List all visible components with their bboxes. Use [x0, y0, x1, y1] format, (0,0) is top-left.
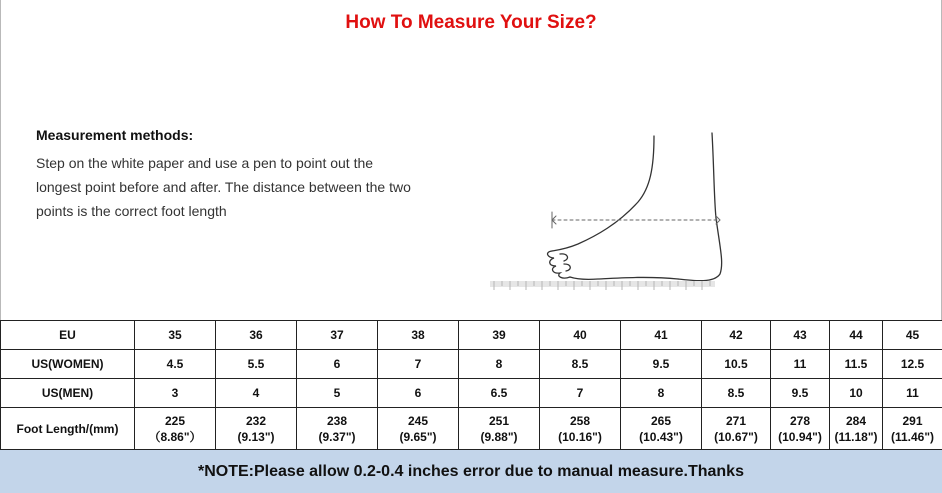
inch-value: (9.65"): [378, 429, 458, 445]
foot-cell: [135, 408, 216, 451]
size-cell: 44: [830, 321, 883, 350]
row-label: EU: [1, 321, 135, 350]
size-cell: 8: [459, 350, 540, 379]
foot-cell: [621, 408, 702, 451]
size-cell: 9.5: [771, 379, 830, 408]
inch-value: (11.46"): [883, 429, 942, 445]
size-cell: 11: [883, 379, 942, 408]
size-cell: 40: [540, 321, 621, 350]
mm-value: 265: [621, 413, 701, 429]
size-cell: 5.5: [216, 350, 297, 379]
mm-value: 238: [297, 413, 377, 429]
foot-cell: [771, 408, 830, 451]
method-heading: Measurement methods:: [36, 127, 193, 143]
mm-value: 245: [378, 413, 458, 429]
foot-cell: [883, 408, 942, 451]
inch-value: (10.94"): [771, 429, 829, 445]
size-cell: 36: [216, 321, 297, 350]
size-cell: 8.5: [540, 350, 621, 379]
size-cell: 38: [378, 321, 459, 350]
size-cell: 4.5: [135, 350, 216, 379]
size-cell: 41: [621, 321, 702, 350]
foot-cell: [702, 408, 771, 451]
size-chart-table: [0, 320, 942, 451]
row-label: US(MEN): [1, 379, 135, 408]
size-cell: 6.5: [459, 379, 540, 408]
size-cell: 10: [830, 379, 883, 408]
page-title: How To Measure Your Size?: [0, 12, 942, 34]
size-cell: 42: [702, 321, 771, 350]
size-cell: 45: [883, 321, 942, 350]
mm-value: 258: [540, 413, 620, 429]
mm-value: 291: [883, 413, 942, 429]
size-cell: 6: [297, 350, 378, 379]
inch-value: (9.13"): [216, 429, 296, 445]
inch-value: (10.43"): [621, 429, 701, 445]
inch-value: (11.18"): [830, 429, 882, 445]
size-cell: 8: [621, 379, 702, 408]
mm-value: 232: [216, 413, 296, 429]
inch-value: (10.16"): [540, 429, 620, 445]
size-cell: 43: [771, 321, 830, 350]
foot-cell: [540, 408, 621, 451]
inch-value: （8.86"）: [135, 429, 215, 445]
size-cell: 5: [297, 379, 378, 408]
left-border: [0, 0, 1, 320]
foot-cell: [216, 408, 297, 451]
table-row-foot-length: [1, 408, 942, 451]
row-label: Foot Length/(mm): [1, 408, 135, 451]
mm-value: 284: [830, 413, 882, 429]
size-cell: 6: [378, 379, 459, 408]
mm-value: 251: [459, 413, 539, 429]
inch-value: (9.37"): [297, 429, 377, 445]
row-label: US(WOMEN): [1, 350, 135, 379]
size-cell: 39: [459, 321, 540, 350]
size-cell: 7: [540, 379, 621, 408]
size-cell: 10.5: [702, 350, 771, 379]
size-cell: 12.5: [883, 350, 942, 379]
foot-cell: [378, 408, 459, 451]
foot-illustration: [488, 78, 738, 303]
size-cell: 11.5: [830, 350, 883, 379]
size-cell: 9.5: [621, 350, 702, 379]
inch-value: (10.67"): [702, 429, 770, 445]
size-cell: 7: [378, 350, 459, 379]
size-cell: 8.5: [702, 379, 771, 408]
size-cell: 37: [297, 321, 378, 350]
inch-value: (9.88"): [459, 429, 539, 445]
mm-value: 278: [771, 413, 829, 429]
mm-value: 225: [135, 413, 215, 429]
table-row-eu: [1, 321, 942, 350]
foot-cell: [459, 408, 540, 451]
mm-value: 271: [702, 413, 770, 429]
note-banner: *NOTE:Please allow 0.2-0.4 inches error due to manual measure.Thanks: [0, 449, 942, 493]
foot-cell: [297, 408, 378, 451]
table-row-us-women: [1, 350, 942, 379]
size-cell: 4: [216, 379, 297, 408]
foot-cell: [830, 408, 883, 451]
table-row-us-men: [1, 379, 942, 408]
method-text: Step on the white paper and use a pen to point out the longest point before and after. The distance between the two points is the correct foot length: [36, 151, 416, 223]
size-cell: 3: [135, 379, 216, 408]
size-cell: 11: [771, 350, 830, 379]
size-cell: 35: [135, 321, 216, 350]
